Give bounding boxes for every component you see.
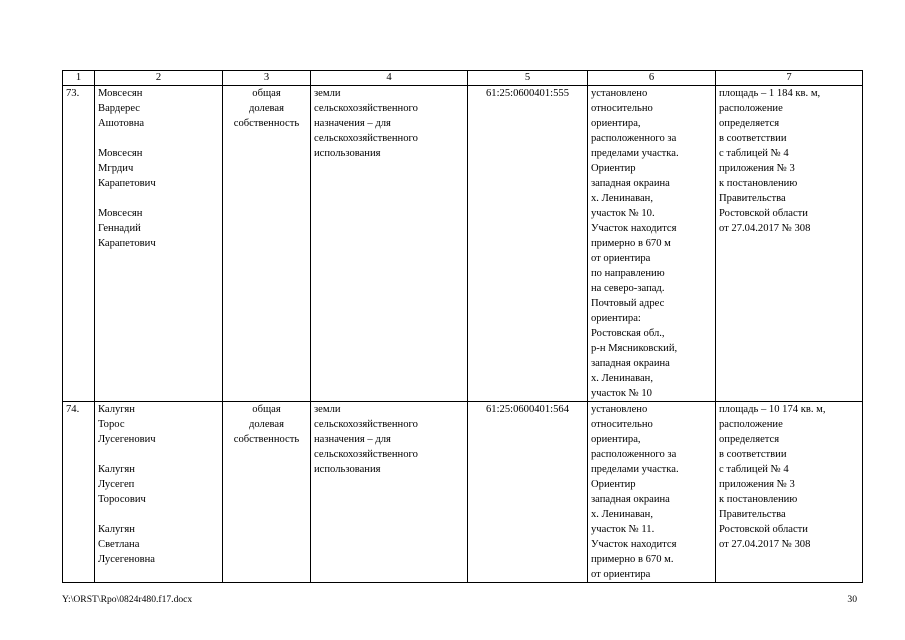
cell-text: Карапетович bbox=[98, 238, 156, 249]
cell-text: площадь – 1 184 кв. м, bbox=[719, 88, 821, 99]
cell-text: западная окраина bbox=[591, 358, 670, 369]
cell-text: относительно bbox=[591, 103, 653, 114]
cell-text: от ориентира bbox=[591, 569, 651, 580]
cell-text: Ориентир bbox=[591, 163, 636, 174]
cell-text: установлено bbox=[591, 88, 648, 99]
cell-text: использования bbox=[314, 464, 381, 475]
cell-text: Калугян bbox=[98, 464, 135, 475]
cell-text: в соответствии bbox=[719, 133, 787, 144]
column-number-row bbox=[63, 71, 863, 86]
cell-text: с таблицей № 4 bbox=[719, 148, 789, 159]
line-gap bbox=[98, 507, 219, 522]
page-number: 30 bbox=[847, 594, 857, 605]
cell-text: с таблицей № 4 bbox=[719, 464, 789, 475]
cell-text: от ориентира bbox=[591, 253, 651, 264]
cell-text: Калугян bbox=[98, 404, 135, 415]
cell-text: ориентира: bbox=[591, 313, 641, 324]
row-number bbox=[63, 402, 95, 583]
cell-text: от 27.04.2017 № 308 bbox=[719, 223, 811, 234]
cell-text: Правительства bbox=[719, 509, 786, 520]
cell-text: Мовсесян bbox=[98, 148, 143, 159]
column-header: 7 bbox=[716, 71, 863, 86]
cell-text: общая bbox=[252, 404, 281, 415]
cadastral-number-cell bbox=[468, 86, 588, 402]
cell-text: от 27.04.2017 № 308 bbox=[719, 539, 811, 550]
cell-text: участок № 10. bbox=[591, 208, 655, 219]
cell-text: примерно в 670 м. bbox=[591, 554, 674, 565]
cell-text: использования bbox=[314, 148, 381, 159]
cell-text: ориентира, bbox=[591, 434, 641, 445]
cadastral-number-cell bbox=[468, 402, 588, 583]
table-body bbox=[63, 86, 863, 583]
cell-text: Мовсесян bbox=[98, 208, 143, 219]
cell-text: 61:25:0600401:564 bbox=[486, 404, 569, 415]
cell-text: р-н Мясниковский, bbox=[591, 343, 678, 354]
cell-text: Ориентир bbox=[591, 479, 636, 490]
cell-text: земли bbox=[314, 404, 341, 415]
ownership-type-cell bbox=[223, 402, 311, 583]
cell-text: общая bbox=[252, 88, 281, 99]
cell-text: Участок находится bbox=[591, 539, 677, 550]
cell-text: в соответствии bbox=[719, 449, 787, 460]
line-gap bbox=[98, 131, 219, 146]
column-header: 5 bbox=[468, 71, 588, 86]
cell-text: Участок находится bbox=[591, 223, 677, 234]
cell-text: земли bbox=[314, 88, 341, 99]
cell-text: Лусегенович bbox=[98, 434, 156, 445]
owners-cell bbox=[95, 402, 223, 583]
cell-text: Геннадий bbox=[98, 223, 141, 234]
cell-text: участок № 11. bbox=[591, 524, 655, 535]
cell-text: Ростовская обл., bbox=[591, 328, 665, 339]
cell-text: Карапетович bbox=[98, 178, 156, 189]
cell-text: 61:25:0600401:555 bbox=[486, 88, 569, 99]
line-gap bbox=[98, 447, 219, 462]
cell-text: расположение bbox=[719, 103, 783, 114]
cell-text: к постановлению bbox=[719, 494, 798, 505]
cell-text: определяется bbox=[719, 434, 780, 445]
cell-text: назначения – для bbox=[314, 434, 391, 445]
cell-text: Лусегеновна bbox=[98, 554, 155, 565]
column-header: 6 bbox=[588, 71, 716, 86]
location-cell bbox=[588, 402, 716, 583]
cell-text: расположенного за bbox=[591, 449, 677, 460]
land-category-cell bbox=[311, 402, 468, 583]
cell-text: по направлению bbox=[591, 268, 665, 279]
cell-text: к постановлению bbox=[719, 178, 798, 189]
cell-text: сельскохозяйственного bbox=[314, 419, 418, 430]
column-header: 4 bbox=[311, 71, 468, 86]
column-header: 2 bbox=[95, 71, 223, 86]
cell-text: расположенного за bbox=[591, 133, 677, 144]
cell-text: сельскохозяйственного bbox=[314, 133, 418, 144]
cell-text: х. Ленинаван, bbox=[591, 373, 654, 384]
cell-text: Торосович bbox=[98, 494, 146, 505]
cell-text: сельскохозяйственного bbox=[314, 103, 418, 114]
cell-text: приложения № 3 bbox=[719, 479, 795, 490]
cell-text: расположение bbox=[719, 419, 783, 430]
cell-text: 74. bbox=[66, 404, 80, 415]
cell-text: на северо-запад. bbox=[591, 283, 665, 294]
cell-text: Светлана bbox=[98, 539, 140, 550]
location-cell bbox=[588, 86, 716, 402]
cell-text: Торос bbox=[98, 419, 125, 430]
cell-text: Мгрдич bbox=[98, 163, 134, 174]
column-header: 3 bbox=[223, 71, 311, 86]
cell-text: собственность bbox=[233, 118, 300, 129]
cell-text: собственность bbox=[233, 434, 300, 445]
table-row bbox=[63, 86, 863, 402]
cell-text: х. Ленинаван, bbox=[591, 509, 654, 520]
cell-text: Правительства bbox=[719, 193, 786, 204]
cell-text: пределами участка. bbox=[591, 464, 679, 475]
cell-text: долевая bbox=[249, 419, 284, 430]
cell-text: Мовсесян bbox=[98, 88, 143, 99]
line-gap bbox=[98, 191, 219, 206]
cell-text: 73. bbox=[66, 88, 80, 99]
area-cell bbox=[716, 86, 863, 402]
cell-text: приложения № 3 bbox=[719, 163, 795, 174]
cell-text: Почтовый адрес bbox=[591, 298, 665, 309]
cell-text: Ростовской области bbox=[719, 208, 808, 219]
cell-text: Ростовской области bbox=[719, 524, 808, 535]
cell-text: площадь – 10 174 кв. м, bbox=[719, 404, 826, 415]
column-header: 1 bbox=[63, 71, 95, 86]
cell-text: участок № 10 bbox=[591, 388, 652, 399]
area-cell bbox=[716, 402, 863, 583]
cell-text: определяется bbox=[719, 118, 780, 129]
cell-text: сельскохозяйственного bbox=[314, 449, 418, 460]
cell-text: установлено bbox=[591, 404, 648, 415]
cell-text: назначения – для bbox=[314, 118, 391, 129]
cell-text: ориентира, bbox=[591, 118, 641, 129]
cell-text: х. Ленинаван, bbox=[591, 193, 654, 204]
land-category-cell bbox=[311, 86, 468, 402]
table-row bbox=[63, 402, 863, 583]
cell-text: относительно bbox=[591, 419, 653, 430]
cell-text: пределами участка. bbox=[591, 148, 679, 159]
cell-text: Ашотовна bbox=[98, 118, 145, 129]
cell-text: западная окраина bbox=[591, 494, 670, 505]
cell-text: Калугян bbox=[98, 524, 135, 535]
register-table bbox=[62, 70, 863, 583]
ownership-type-cell bbox=[223, 86, 311, 402]
cell-text: долевая bbox=[249, 103, 284, 114]
row-number bbox=[63, 86, 95, 402]
cell-text: Вардерес bbox=[98, 103, 140, 114]
footer-file-path: Y:\ORST\Rpo\0824r480.f17.docx bbox=[62, 594, 193, 605]
cell-text: Лусегеп bbox=[98, 479, 135, 490]
cell-text: западная окраина bbox=[591, 178, 670, 189]
owners-cell bbox=[95, 86, 223, 402]
cell-text: примерно в 670 м bbox=[591, 238, 671, 249]
